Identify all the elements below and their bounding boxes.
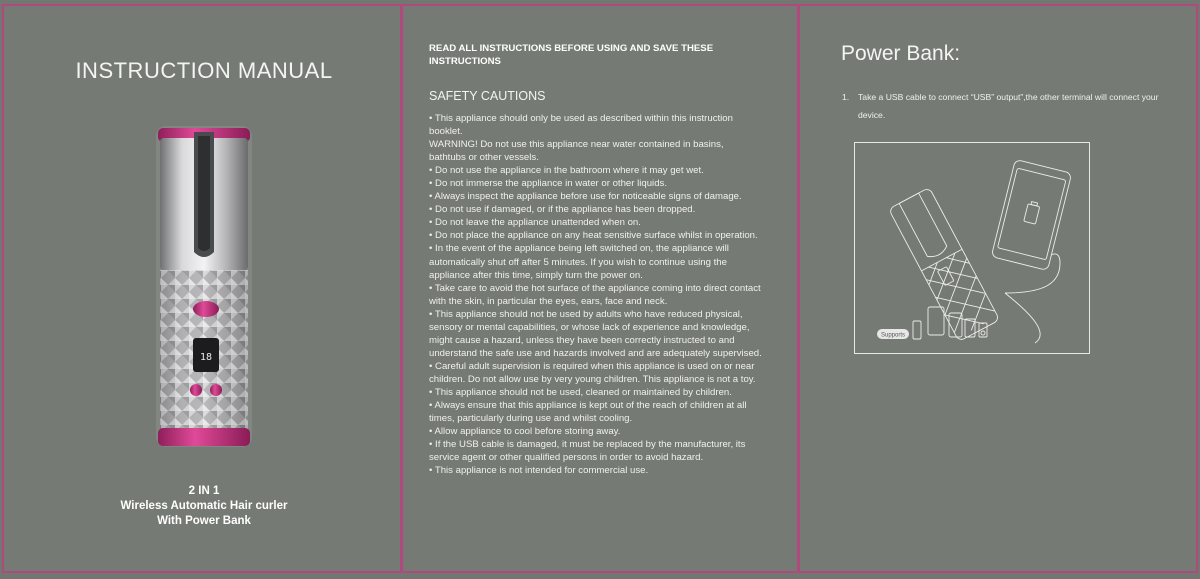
safety-line: • This appliance should not be used by adults who have reduced physical, — [429, 308, 743, 320]
safety-line: • In the event of the appliance being left switched on, the appliance will — [429, 243, 729, 255]
curler-charging-phone-icon — [855, 143, 1089, 353]
safety-line: might cause a hazard, unless they have been correctly instructed to and — [429, 334, 735, 346]
charging-illustration — [854, 142, 1090, 354]
caption-line-2: Wireless Automatic Hair curler — [120, 500, 288, 512]
safety-panel — [401, 4, 799, 573]
safety-line: • Do not use the appliance in the bathroom where it may get wet. — [429, 165, 704, 177]
caption-line-3: With Power Bank — [157, 515, 251, 527]
safety-line: • Do not place the appliance on any heat sensitive surface whilst in operation. — [429, 230, 758, 242]
safety-line: • Do not use if damaged, or if the appliance has been dropped. — [429, 204, 696, 216]
safety-line: understand the safe use and hazards involved and are adequately supervised. — [429, 347, 762, 359]
step-text: Take a USB cable to connect “USB” output”,the other terminal will connect your device. — [858, 92, 1159, 120]
safety-line: • Allow appliance to cool before storing away. — [429, 426, 621, 438]
safety-line: • Do not leave the appliance unattended when on. — [429, 217, 641, 229]
safety-line: WARNING! Do not use this appliance near water contained in basins, — [429, 139, 724, 151]
read-all-header: READ ALL INSTRUCTIONS BEFORE USING AND SAVE THESE INSTRUCTIONS — [429, 43, 714, 67]
caption-line-1: 2 IN 1 — [188, 485, 220, 497]
safety-line: • If the USB cable is damaged, it must be replaced by the manufacturer, its — [429, 439, 746, 451]
safety-line: • Do not immerse the appliance in water or other liquids. — [429, 178, 667, 190]
safety-line: • Careful adult supervision is required when this appliance is used on or near — [429, 360, 755, 372]
safety-line: • Always ensure that this appliance is kept out of the reach of children at all — [429, 400, 747, 412]
safety-cautions-list — [429, 112, 789, 477]
safety-line: service agent or other qualified persons in order to avoid hazard. — [429, 452, 704, 464]
cover-panel — [2, 4, 402, 573]
supports-label: Supports — [880, 332, 906, 339]
safety-line: • Always inspect the appliance before use for noticeable signs of damage. — [429, 191, 742, 203]
hair-curler-device-image — [154, 124, 254, 449]
safety-line: • This appliance is not intended for commercial use. — [429, 465, 649, 477]
manual-title: INSTRUCTION MANUAL — [75, 58, 333, 83]
safety-line: • Take care to avoid the hot surface of the appliance coming into direct contact — [429, 282, 761, 294]
safety-cautions-title: SAFETY CAUTIONS — [429, 89, 546, 103]
safety-line: times, particularly during use and whilst cooling. — [429, 413, 633, 425]
power-bank-title: Power Bank: — [841, 42, 961, 65]
safety-line: • This appliance should only be used as described within this instruction — [429, 113, 733, 124]
svg-text:18: 18 — [199, 352, 213, 363]
power-bank-panel — [798, 4, 1198, 573]
safety-line: children. Do not allow use by very young children. This appliance is not a toy. — [429, 373, 756, 385]
safety-line: with the skin, in particular the eyes, ears, face and neck. — [429, 295, 668, 307]
safety-line: • This appliance should not be used, cleaned or maintained by children. — [429, 386, 732, 398]
step-number: 1. — [842, 92, 850, 102]
safety-line: booklet. — [429, 126, 463, 138]
product-caption — [4, 484, 404, 529]
safety-line: appliance after this time, simply turn the power on. — [429, 269, 643, 281]
safety-line: automatically shut off after 5 minutes. If you wish to continue using the — [429, 256, 727, 268]
safety-line: bathtubs or other vessels. — [429, 152, 539, 164]
safety-line: sensory or mental capabilities, or whose lack of experience and knowledge, — [429, 321, 750, 333]
